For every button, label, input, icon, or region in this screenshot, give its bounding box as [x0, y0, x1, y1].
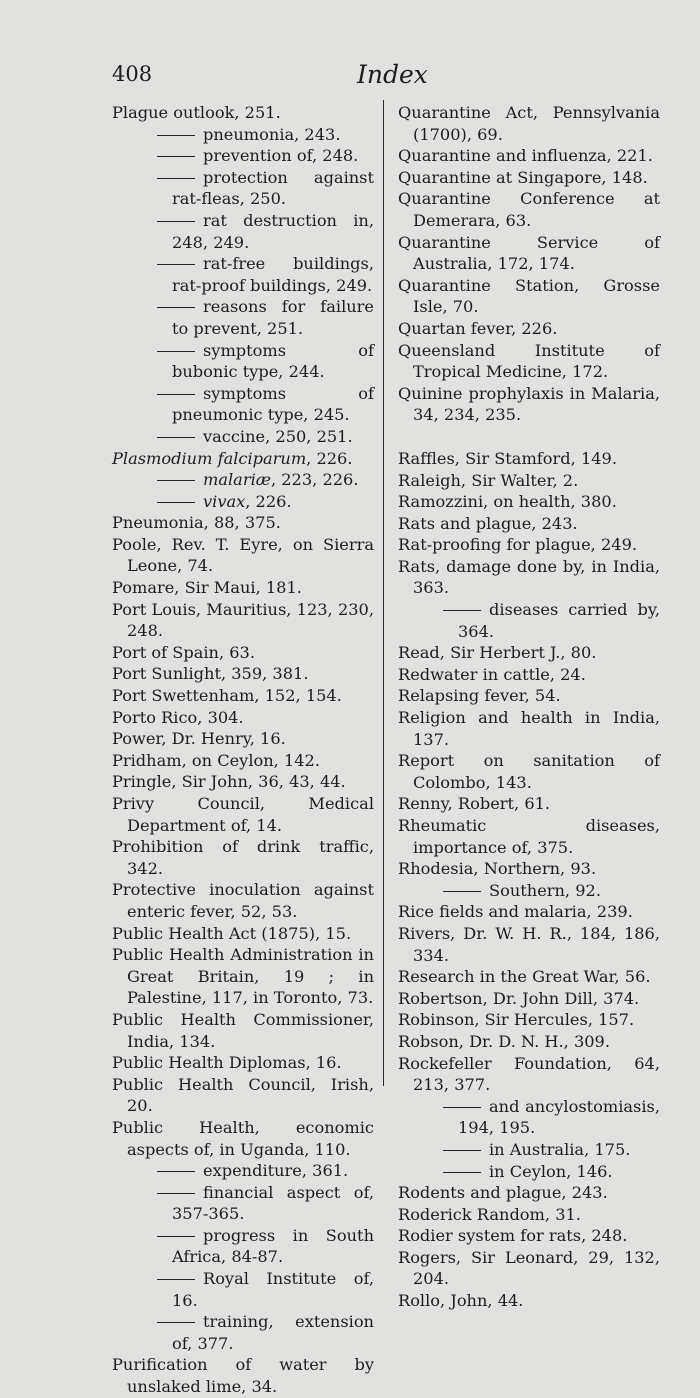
index-subentry: pneumonia, 243. [112, 124, 374, 146]
index-subentry: vaccine, 250, 251. [112, 426, 374, 448]
repeat-dash [157, 437, 195, 438]
index-entry: Rollo, John, 44. [398, 1291, 524, 1311]
repeat-dash [157, 156, 195, 157]
repeat-dash [157, 394, 195, 395]
repeat-dash [157, 178, 195, 179]
index-entry: Plague outlook, 251. [112, 103, 281, 122]
index-entry: Public Health Council, Irish, 20. [112, 1074, 374, 1116]
index-entry: Quarantine Station, Grosse Isle, 70. [398, 275, 660, 317]
index-entry: Rodier system for rats, 248. [398, 1226, 628, 1246]
index-entry: Roderick Random, 31. [398, 1204, 581, 1224]
index-entry: Quarantine Act, Pennsylvania (1700), 69. [398, 103, 660, 144]
index-subentry: prevention of, 248. [112, 145, 374, 167]
index-subentry: Royal Institute of, 16. [112, 1268, 374, 1311]
index-subentry: vivax, 226. [112, 491, 374, 513]
index-entry: Porto Rico, 304. [112, 707, 244, 727]
index-subentry: reasons for failure to prevent, 251. [112, 296, 374, 339]
repeat-dash [443, 1172, 481, 1173]
index-entry: Rat-proofing for plague, 249. [398, 535, 638, 555]
index-entry: Pneumonia, 88, 375. [112, 513, 281, 533]
index-entry: Privy Council, Medical Department of, 14. [112, 794, 374, 835]
index-entry: Pringle, Sir John, 36, 43, 44. [112, 772, 346, 792]
repeat-dash [157, 1193, 195, 1194]
index-subentry: training, extension of, 377. [112, 1311, 374, 1354]
page-header [0, 62, 700, 96]
index-subentry: rat-free buildings, rat-proof buildings, 249. [112, 253, 374, 296]
index-column-left [112, 102, 374, 1398]
index-entry: Public Health Commissioner, India, 134. [112, 1009, 374, 1051]
repeat-dash [157, 351, 195, 352]
index-entry: Rockefeller Foundation, 64, 213, 377. [398, 1053, 660, 1095]
index-entry: Quarantine Conference at Demerara, 63. [398, 189, 660, 230]
index-entry: Prohibition of drink traffic, 342. [112, 837, 374, 878]
index-entry: Rhodesia, Northern, 93. [398, 859, 597, 879]
index-entry: Port of Spain, 63. [112, 642, 255, 662]
repeat-dash [157, 480, 195, 481]
index-entry: Ramozzini, on health, 380. [398, 492, 617, 512]
page-number: 408 [112, 62, 153, 86]
index-entry: Queensland Institute of Tropical Medicine, 172. [398, 340, 660, 382]
index-entry: Public Health Administration in Great Britain, 19 ; in Palestine, 117, in Toronto, 73. [112, 945, 374, 1008]
repeat-dash [443, 1150, 481, 1151]
repeat-dash [157, 1171, 195, 1172]
index-entry: Power, Dr. Henry, 16. [112, 729, 286, 749]
index-subentry: in Australia, 175. [398, 1139, 660, 1161]
index-entry: Renny, Robert, 61. [398, 794, 551, 814]
index-entry: Port Swettenham, 152, 154. [112, 686, 342, 706]
repeat-dash [157, 1322, 195, 1323]
page-title: Index [357, 60, 428, 89]
index-entry: Pomare, Sir Maui, 181. [112, 578, 302, 598]
index-entry: Plasmodium falciparum, 226. [112, 448, 353, 468]
index-entry: Public Health Act (1875), 15. [112, 923, 352, 943]
index-entry: Read, Sir Herbert J., 80. [398, 643, 597, 663]
index-entry: Raffles, Sir Stamford, 149. [398, 448, 617, 468]
repeat-dash [157, 221, 195, 222]
column-divider [383, 100, 384, 1086]
index-subentry: expenditure, 361. [112, 1160, 374, 1182]
repeat-dash [443, 891, 481, 892]
index-subentry: symptoms of bubonic type, 244. [112, 340, 374, 383]
index-entry: Pridham, on Ceylon, 142. [112, 750, 320, 770]
index-entry: Rogers, Sir Leonard, 29, 132, 204. [398, 1247, 660, 1289]
index-entry: Robson, Dr. D. N. H., 309. [398, 1031, 610, 1051]
repeat-dash [157, 502, 195, 503]
repeat-dash [157, 1236, 195, 1237]
index-entry: Religion and health in India, 137. [398, 708, 660, 749]
index-entry: Robinson, Sir Hercules, 157. [398, 1010, 635, 1030]
index-subentry: and ancylostomiasis, 194, 195. [398, 1096, 660, 1139]
index-subentry: Southern, 92. [398, 880, 660, 902]
index-subentry: symptoms of pneumonic type, 245. [112, 383, 374, 426]
index-entry: Poole, Rev. T. Eyre, on Sierra Leone, 74. [112, 534, 374, 576]
index-entry: Protective inoculation against enteric fever, 52, 53. [112, 880, 374, 921]
index-subentry: rat destruction in, 248, 249. [112, 210, 374, 253]
section-gap [398, 426, 660, 448]
index-entry: Report on sanitation of Colombo, 143. [398, 751, 660, 792]
index-subentry: in Ceylon, 146. [398, 1161, 660, 1183]
index-entry: Quarantine Service of Australia, 172, 174. [398, 232, 660, 274]
index-entry: Rheumatic diseases, importance of, 375. [398, 816, 660, 857]
repeat-dash [157, 135, 195, 136]
repeat-dash [157, 1279, 195, 1280]
index-subentry: protection against rat-fleas, 250. [112, 167, 374, 210]
index-entry: Quartan fever, 226. [398, 318, 558, 338]
index-entry: Public Health Diplomas, 16. [112, 1053, 342, 1073]
index-entry: Rodents and plague, 243. [398, 1183, 608, 1203]
index-entry: Rats, damage done by, in India, 363. [398, 556, 660, 598]
repeat-dash [443, 1107, 481, 1108]
index-subentry: financial aspect of, 357-365. [112, 1182, 374, 1225]
index-entry: Rice fields and malaria, 239. [398, 902, 633, 922]
index-entry: Port Louis, Mauritius, 123, 230, 248. [112, 599, 374, 641]
index-entry: Redwater in cattle, 24. [398, 664, 586, 684]
index-column-right [398, 102, 660, 1312]
index-entry: Quarantine at Singapore, 148. [398, 167, 648, 187]
repeat-dash [157, 264, 195, 265]
index-subentry: progress in South Africa, 84-87. [112, 1225, 374, 1268]
index-entry: Rivers, Dr. W. H. R., 184, 186, 334. [398, 923, 660, 965]
index-subentry: diseases carried by, 364. [398, 599, 660, 642]
index-subentry: malariæ, 223, 226. [112, 469, 374, 491]
repeat-dash [157, 307, 195, 308]
index-entry: Purification of water by unslaked lime, 34. [112, 1355, 374, 1397]
index-entry: Relapsing fever, 54. [398, 686, 561, 706]
index-entry: Robertson, Dr. John Dill, 374. [398, 988, 640, 1008]
index-entry: Raleigh, Sir Walter, 2. [398, 470, 579, 490]
index-entry: Quarantine and influenza, 221. [398, 146, 653, 166]
index-entry: Rats and plague, 243. [398, 513, 578, 533]
index-entry: Public Health, economic aspects of, in Uganda, 110. [112, 1117, 374, 1159]
index-entry: Quinine prophylaxis in Malaria, 34, 234, 235. [398, 383, 660, 425]
index-entry: Research in the Great War, 56. [398, 967, 651, 987]
repeat-dash [443, 610, 481, 611]
index-entry: Port Sunlight, 359, 381. [112, 664, 309, 684]
